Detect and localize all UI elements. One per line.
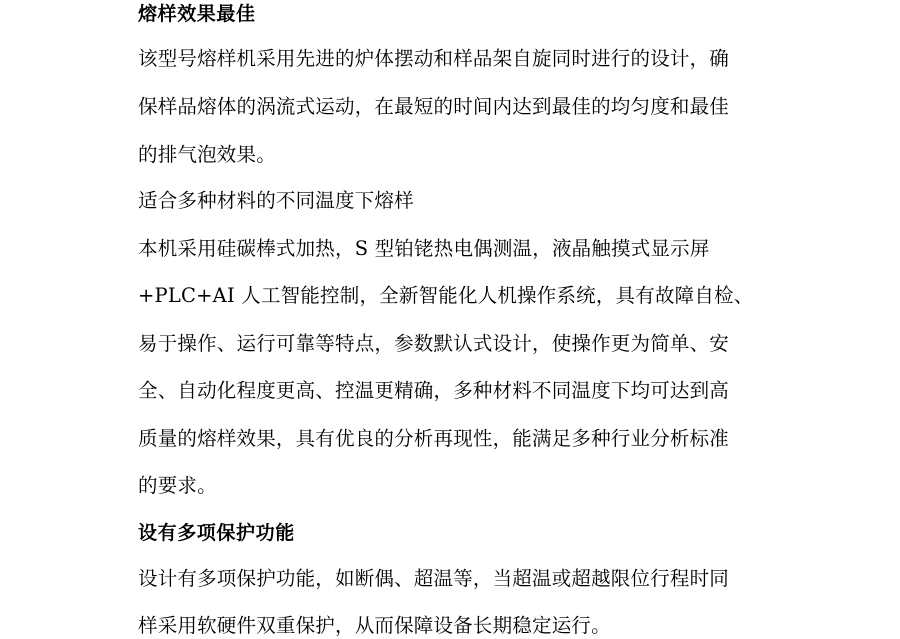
paragraph-line: 易于操作、运行可靠等特点，参数默认式设计，使操作更为简单、安: [138, 332, 730, 355]
paragraph-line: 该型号熔样机采用先进的炉体摆动和样品架自旋同时进行的设计，确: [138, 47, 730, 70]
paragraph-line: 质量的熔样效果，具有优良的分析再现性，能满足多种行业分析标准: [138, 427, 730, 450]
section-heading: 设有多项保护功能: [138, 522, 295, 544]
paragraph-line: 样采用软硬件双重保护，从而保障设备长期稳定运行。: [138, 614, 611, 637]
paragraph-line: 设计有多项保护功能，如断偶、超温等，当超温或超越限位行程时同: [138, 567, 730, 590]
section-heading: 熔样效果最佳: [138, 3, 256, 25]
paragraph-line: 全、自动化程度更高、控温更精确，多种材料不同温度下均可达到高: [138, 379, 730, 402]
paragraph-line: +PLC+AI 人工智能控制，全新智能化人机操作系统，具有故障自检、: [138, 284, 754, 307]
paragraph-line: 本机采用硅碳棒式加热，S 型铂铑热电偶测温，液晶触摸式显示屏: [138, 237, 710, 260]
paragraph-line: 的要求。: [138, 474, 217, 497]
paragraph-line: 保样品熔体的涡流式运动，在最短的时间内达到最佳的均匀度和最佳: [138, 95, 730, 118]
paragraph-line: 的排气泡效果。: [138, 143, 276, 166]
section-heading: 适合多种材料的不同温度下熔样: [138, 189, 414, 212]
